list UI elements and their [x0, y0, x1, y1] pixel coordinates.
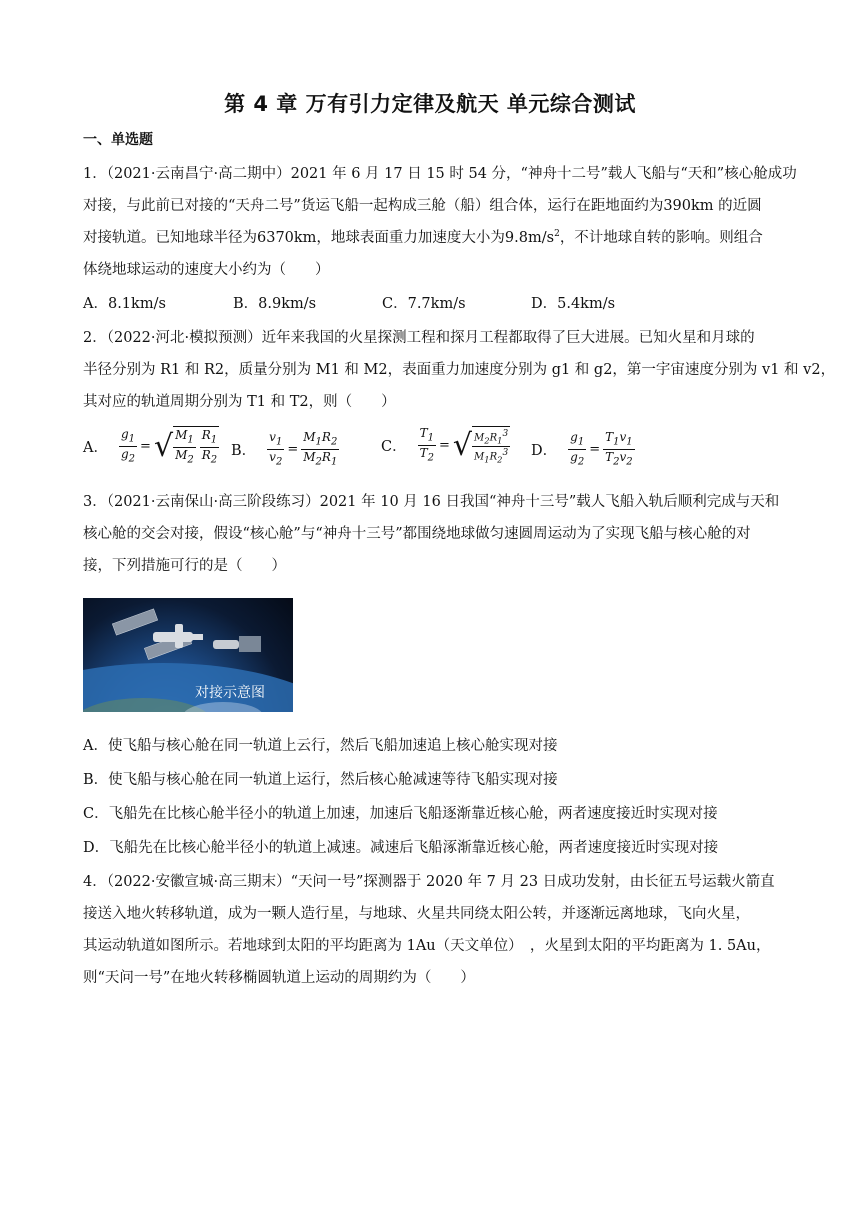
q3-option-d[interactable]: D．飞船先在比核心舱半径小的轨道上减速。减速后飞船涿渐靠近核心舱，两者速度接近时实现对接: [83, 840, 719, 856]
q2-option-d-label: D．: [531, 443, 558, 460]
q2-option-b[interactable]: B． $\frac{v_1}{v_2}$ = $\frac{M_1R_2}{M_2R_1}$: [231, 430, 338, 468]
q2-option-c[interactable]: C． $\frac{T_1}{T_2}$ = √ $\frac{M_2R_1^3}{M_1R_2^3}$: [381, 426, 509, 465]
page-title: 第 4 章 万有引力定律及航天 单元综合测试: [224, 92, 636, 116]
q1-option-a[interactable]: A．8.1km/s: [83, 296, 166, 312]
q1-line-3: [83, 226, 763, 247]
q1-option-c[interactable]: C．7.7km/s: [382, 296, 466, 312]
q1-line-3b: ，不计地球自转的影响。则组合: [559, 230, 763, 246]
q2-option-a[interactable]: A． $\frac{g_1}{g_2}$ = √ $\frac{M_1}{M_2}$ $\frac{R_1}{R_2}$: [83, 427, 218, 466]
q3-option-a[interactable]: A．使飞船与核心舱在同一轨道上云行，然后飞船加速追上核心舱实现对接: [83, 738, 558, 754]
q1-line-4: 体绕地球运动的速度大小约为（ ）: [83, 262, 330, 278]
docking-diagram-image: [83, 598, 293, 712]
q1-line-3-sup: 2: [554, 229, 560, 240]
q2-option-b-label: B．: [231, 443, 257, 460]
q2-line-1: 2．（2022·河北·模拟预测）近年来我国的火星探测工程和探月工程都取得了巨大进展。已知火星和月球的: [83, 330, 755, 346]
q2-line-3: 其对应的轨道周期分别为 T1 和 T2，则（ ）: [83, 394, 396, 410]
q2-option-a-label: A．: [83, 440, 108, 457]
q1-line-3a: 对接轨道。已知地球半径为6370km，地球表面重力加速度大小为9.8m/s: [83, 230, 555, 246]
q3-line-3: 接，下列措施可行的是（ ）: [83, 558, 286, 574]
q3-option-b[interactable]: B．使飞船与核心舱在同一轨道上运行，然后核心舱减速等待飞船实现对接: [83, 772, 558, 788]
q4-line-1: 4．（2022·安徽宣城·高三期末）“天问一号”探测器于 2020 年 7 月 23 日成功发射，由长征五号运载火箭直: [83, 874, 775, 890]
q2-line-2: 半径分别为 R1 和 R2，质量分别为 M1 和 M2，表面重力加速度分别为 g1 和 g2，第一宇宙速度分别为 v1 和 v2，: [83, 362, 836, 378]
q2-option-d[interactable]: D． $\frac{g_1}{g_2}$ = $\frac{T_1v_1}{T_2v_2}$: [531, 430, 633, 468]
q4-line-2: 接送入地火转移轨道，成为一颗人造行星，与地球、火星共同绕太阳公转，并逐渐远离地球，飞向火星，: [83, 906, 750, 922]
image-caption: 对接示意图: [195, 685, 265, 701]
q2-option-c-label: C．: [381, 439, 407, 456]
q1-line-2: 对接，与此前已对接的“天舟二号”货运飞船一起构成三舱（船）组合体，运行在距地面约为390km 的近圆: [83, 198, 762, 214]
q4-line-3: 其运动轨道如图所示。若地球到太阳的平均距离为 1Au（天文单位） ，火星到太阳的平均距离为 1. 5Au，: [83, 938, 771, 954]
q3-line-2: 核心舱的交会对接，假设“核心舱”与“神舟十三号”都围绕地球做匀速圆周运动为了实现飞船与核心舱的对: [83, 526, 751, 542]
q3-option-c[interactable]: C．飞船先在比核心舱半径小的轨道上加速，加速后飞船逐渐靠近核心舱，两者速度接近时实现对接: [83, 806, 718, 822]
q1-line-1: 1．（2021·云南昌宁·高二期中）2021 年 6 月 17 日 15 时 54 分，“神舟十二号”载人飞船与“天和”核心舱成功: [83, 166, 797, 182]
q3-line-1: 3．（2021·云南保山·高三阶段练习）2021 年 10 月 16 日我国“神舟十三号”载人飞船入轨后顺利完成与天和: [83, 494, 780, 510]
q1-option-b[interactable]: B．8.9km/s: [233, 296, 317, 312]
q4-line-4: 则“天问一号”在地火转移椭圆轨道上运动的周期约为（ ）: [83, 970, 475, 986]
q1-options: [83, 292, 783, 324]
q1-option-d[interactable]: D．5.4km/s: [531, 296, 616, 312]
section-heading: 一、单选题: [83, 132, 153, 148]
